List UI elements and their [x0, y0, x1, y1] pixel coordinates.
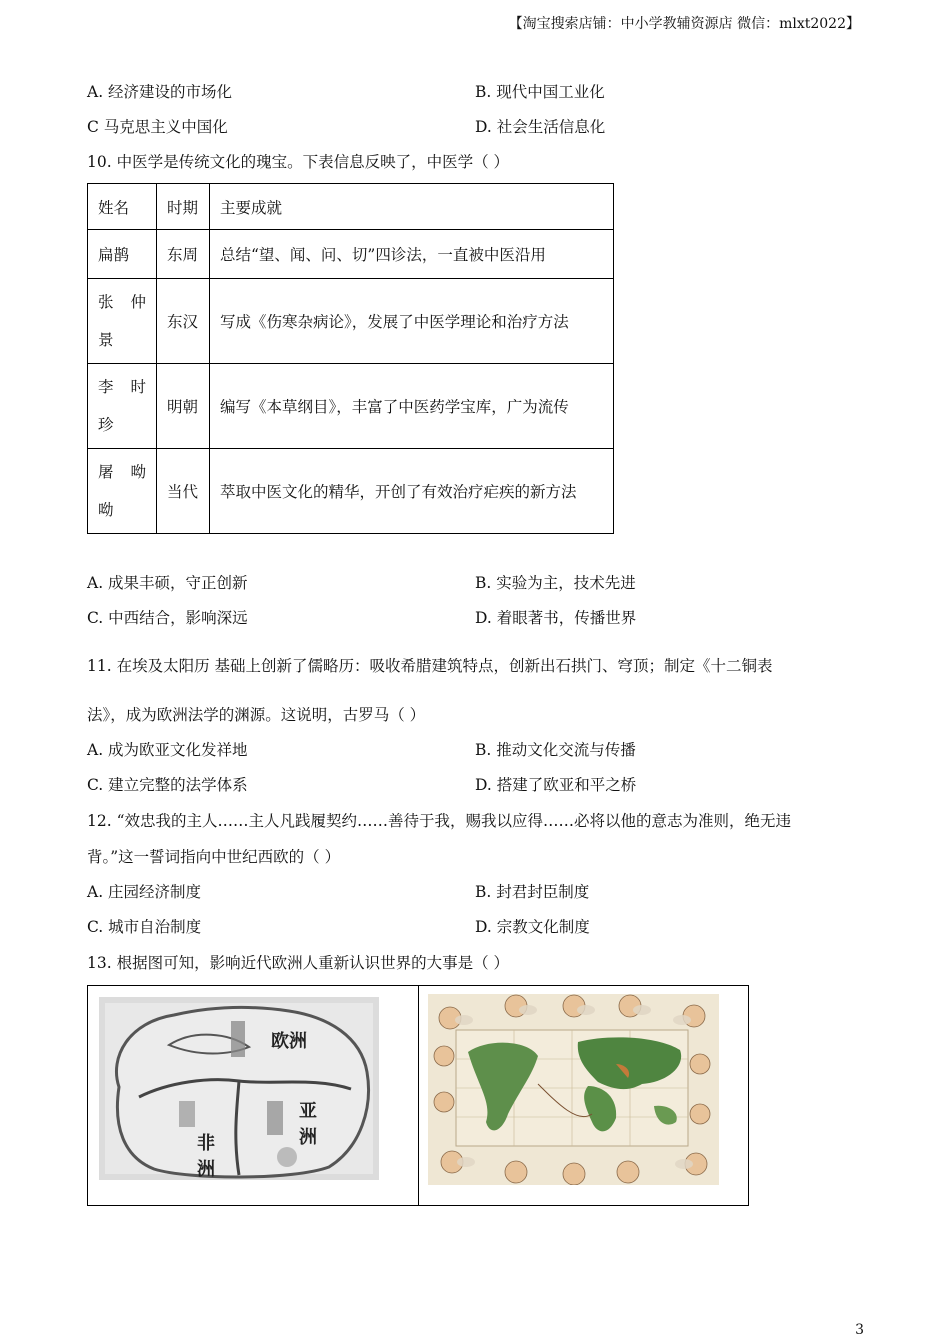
- q11-option-c: C. 建立完整的法学体系: [87, 776, 248, 794]
- medieval-world-map: [99, 997, 379, 1180]
- cell-name: [88, 364, 157, 449]
- cell-period: 东周: [157, 230, 210, 279]
- q11-stem-line1: 11. 在埃及太阳历 基础上创新了儒略历：吸收希腊建筑特点，创新出石拱门、穹顶；制定《十二铜表: [87, 657, 773, 675]
- name-char: 呦: [98, 501, 114, 519]
- label-europe: 欧洲: [271, 1031, 307, 1052]
- q11-option-a: A. 成为欧亚文化发祥地: [87, 741, 248, 759]
- q9-option-b: B. 现代中国工业化: [475, 83, 605, 101]
- header-period: 时期: [157, 184, 210, 230]
- cell-period: 当代: [157, 449, 210, 534]
- q9-option-d: D. 社会生活信息化: [475, 118, 606, 136]
- name-char: 时: [130, 378, 146, 396]
- table-row: [88, 364, 614, 449]
- q12-option-d: D. 宗教文化制度: [475, 918, 590, 936]
- figure-divider: [418, 986, 419, 1205]
- label-asia-a: 亚: [299, 1101, 317, 1122]
- q13-figure-box: [87, 985, 749, 1206]
- cell-name: [88, 279, 157, 364]
- q12-option-c: C. 城市自治制度: [87, 918, 202, 936]
- q12-stem-line2: 背。”这一誓词指向中世纪西欧的（ ）: [87, 848, 341, 866]
- header-achievement: 主要成就: [210, 184, 614, 230]
- q9-option-c: C 马克思主义中国化: [87, 118, 228, 136]
- page-header: 【淘宝搜索店铺：中小学教辅资源店 微信：mlxt2022】: [508, 16, 860, 32]
- q9-option-a: A. 经济建设的市场化: [87, 83, 233, 101]
- name-char: 屠: [98, 463, 114, 481]
- table-row: [88, 449, 614, 534]
- cell-period: 明朝: [157, 364, 210, 449]
- name-char: 张: [98, 293, 114, 311]
- renaissance-world-map: [428, 994, 719, 1185]
- q12-option-a: A. 庄园经济制度: [87, 883, 202, 901]
- label-africa-b: 洲: [197, 1159, 215, 1180]
- name-char: 景: [98, 331, 114, 349]
- q10-option-a: A. 成果丰硕，守正创新: [87, 574, 248, 592]
- cell-achievement: 写成《伤寒杂病论》，发展了中医学理论和治疗方法: [210, 279, 614, 364]
- q13-stem: 13. 根据图可知，影响近代欧洲人重新认识世界的大事是（ ）: [87, 954, 510, 972]
- q11-option-d: D. 搭建了欧亚和平之桥: [475, 776, 637, 794]
- q11-stem-line2: 法》，成为欧洲法学的渊源。这说明，古罗马（ ）: [87, 706, 426, 724]
- cell-achievement: 总结“望、闻、问、切”四诊法，一直被中医沿用: [210, 230, 614, 279]
- name-char: 仲: [130, 293, 146, 311]
- label-asia-b: 洲: [299, 1127, 317, 1148]
- table-row: [88, 279, 614, 364]
- q10-option-c: C. 中西结合，影响深远: [87, 609, 248, 627]
- q10-stem: 10. 中医学是传统文化的瑰宝。下表信息反映了，中医学（ ）: [87, 153, 510, 171]
- q12-stem-line1: 12. “效忠我的主人……主人凡践履契约……善待于我，赐我以应得……必将以他的意志为准则，绝无违: [87, 812, 792, 830]
- q10-option-d: D. 着眼著书，传播世界: [475, 609, 637, 627]
- label-africa-a: 非: [197, 1133, 215, 1154]
- name-char: 珍: [98, 416, 114, 434]
- name-char: 呦: [130, 463, 146, 481]
- physician-table: [87, 183, 614, 534]
- name-char: 李: [98, 378, 114, 396]
- cell-period: 东汉: [157, 279, 210, 364]
- cell-achievement: 编写《本草纲目》，丰富了中医药学宝库，广为流传: [210, 364, 614, 449]
- cell-achievement: 萃取中医文化的精华，开创了有效治疗疟疾的新方法: [210, 449, 614, 534]
- cell-name: 扁鹊: [88, 230, 157, 279]
- table-header-row: [88, 184, 614, 230]
- q10-option-b: B. 实验为主，技术先进: [475, 574, 636, 592]
- cell-name: [88, 449, 157, 534]
- header-name: 姓名: [88, 184, 157, 230]
- table-row: [88, 230, 614, 279]
- page-number: 3: [855, 1322, 864, 1338]
- q11-option-b: B. 推动文化交流与传播: [475, 741, 636, 759]
- q12-option-b: B. 封君封臣制度: [475, 883, 590, 901]
